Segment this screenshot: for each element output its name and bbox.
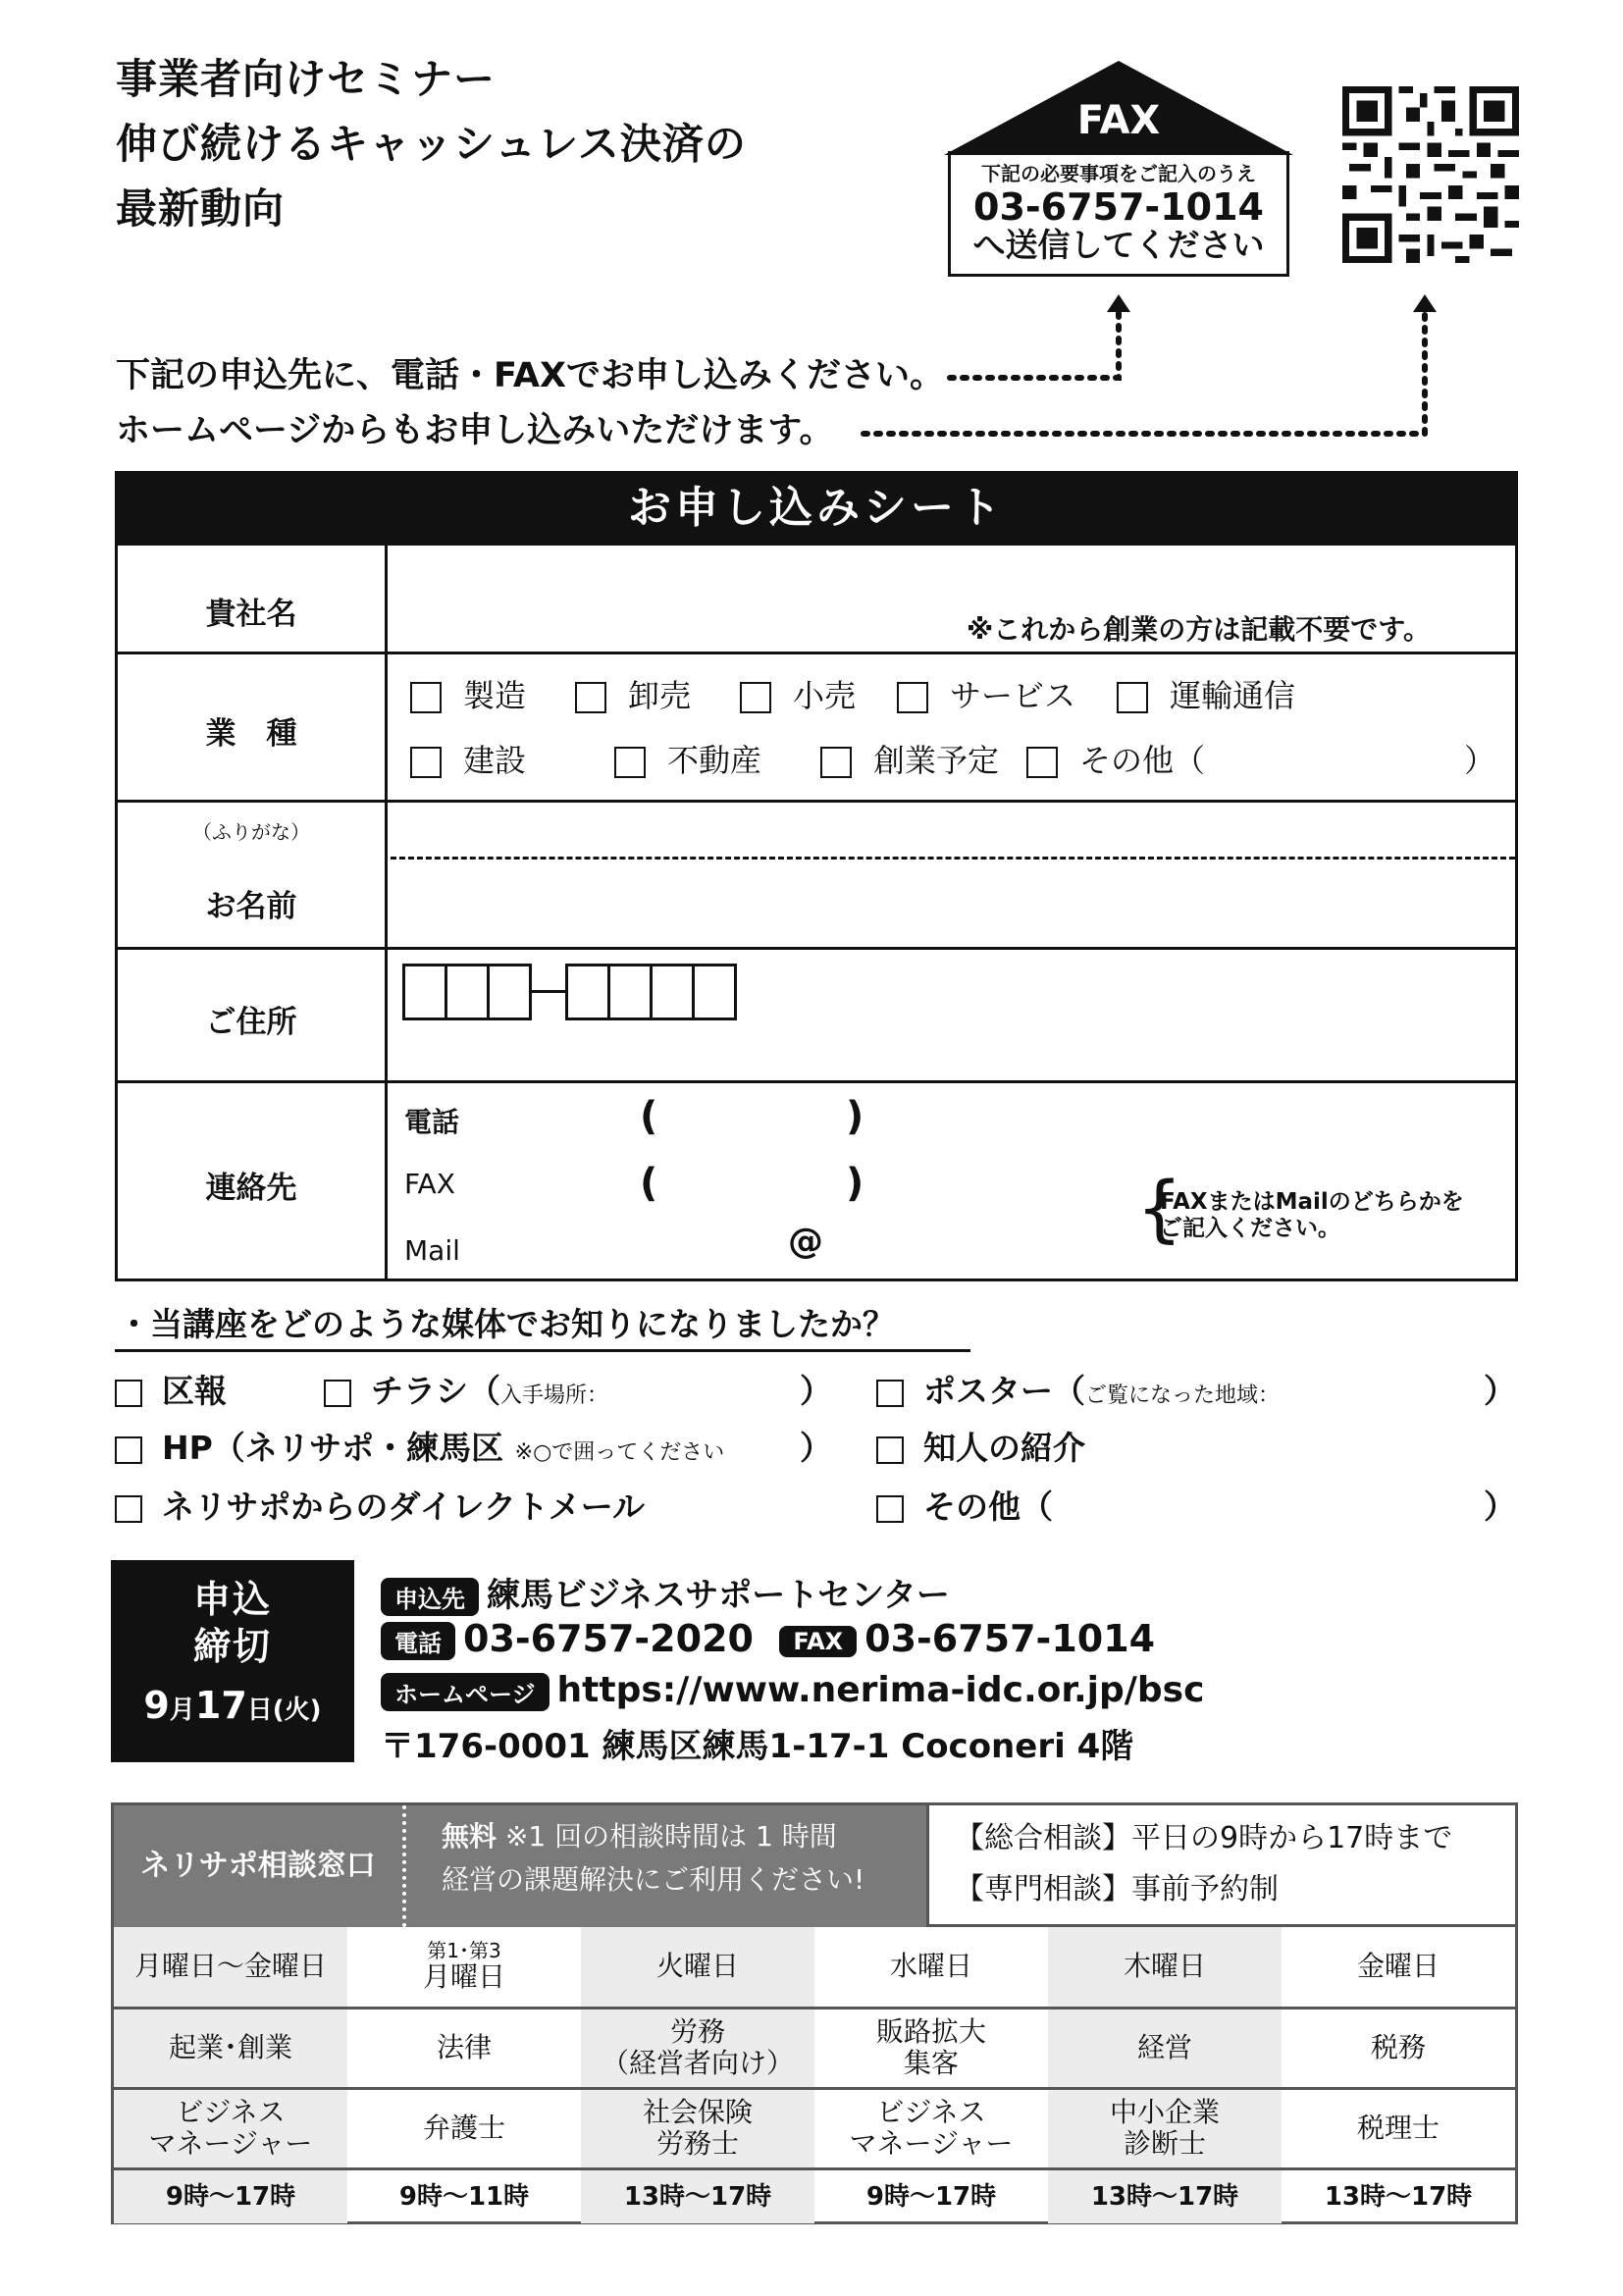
fax-number: 03-6757-1014 bbox=[973, 185, 1264, 229]
name-label: お名前 bbox=[205, 889, 297, 924]
title-line-2: 伸び続けるキャッシュレス決済の bbox=[116, 120, 747, 168]
time-cell: 13時～17時 bbox=[581, 2168, 814, 2223]
fax-paren-open: ( bbox=[640, 1161, 658, 1206]
intro-line-1: 下記の申込先に、電話・FAXでお申し込みください。 bbox=[116, 356, 944, 395]
industry-option[interactable]: 創業予定 bbox=[820, 736, 999, 781]
hp-tag: ホームページ bbox=[381, 1673, 550, 1711]
media-option-chirashi[interactable]: チラシ（入手場所： bbox=[324, 1366, 608, 1412]
media-question: ・当講座をどのような媒体でお知りになりましたか？ bbox=[118, 1305, 895, 1343]
topic-cell: 経営 bbox=[1048, 2008, 1282, 2088]
day-cell: 第1･第3 月曜日 bbox=[347, 1927, 581, 2008]
checkbox[interactable] bbox=[740, 682, 771, 713]
consult-hours bbox=[926, 1805, 1515, 1927]
media-option-kuho[interactable]: 区報 bbox=[115, 1366, 227, 1412]
postal-hyphen bbox=[532, 990, 565, 993]
industry-label: 業 種 bbox=[205, 716, 297, 752]
tel-label: 電話 bbox=[404, 1106, 460, 1138]
checkbox[interactable] bbox=[614, 747, 646, 778]
tel-tag: 電話 bbox=[381, 1622, 455, 1660]
contact-note: FAXまたはMailのどちらかを ご記入ください。 bbox=[1160, 1189, 1464, 1241]
industry-option[interactable]: 卸売 bbox=[575, 671, 691, 716]
furigana-field[interactable] bbox=[391, 803, 1515, 854]
checkbox[interactable] bbox=[897, 682, 928, 713]
intro-line-2: ホームページからもお申し込みいただけます。 bbox=[116, 411, 834, 450]
mail-at: @ bbox=[788, 1222, 823, 1262]
table-row bbox=[114, 2088, 1515, 2168]
furigana-divider bbox=[391, 857, 1515, 860]
tel-paren-close: ) bbox=[846, 1094, 864, 1139]
time-cell: 9時～17時 bbox=[865, 2181, 997, 2212]
special-consult: 【専門相談】事前予約制 bbox=[955, 1872, 1279, 1906]
fax-paren-close: ) bbox=[846, 1161, 864, 1206]
postal-digit[interactable] bbox=[607, 964, 653, 1020]
checkbox[interactable] bbox=[324, 1380, 351, 1407]
title-line-3: 最新動向 bbox=[116, 184, 286, 233]
intro-text bbox=[116, 348, 944, 458]
industry-option[interactable]: 運輸通信 bbox=[1117, 671, 1295, 716]
fax-label: FAX bbox=[1076, 98, 1161, 143]
checkbox[interactable] bbox=[115, 1436, 142, 1464]
media-option-acquaint[interactable]: 知人の紹介 bbox=[876, 1423, 1085, 1469]
table-row bbox=[114, 2008, 1515, 2088]
media-option-dm[interactable]: ネリサポからのダイレクトメール bbox=[115, 1482, 645, 1528]
checkbox[interactable] bbox=[410, 682, 442, 713]
furigana-label: （ふりがな） bbox=[192, 820, 310, 844]
fax-note: 下記の必要事項をご記入のうえ bbox=[981, 162, 1256, 185]
topic-cell: 起業･創業 bbox=[114, 2008, 347, 2088]
media-underline bbox=[115, 1349, 970, 1352]
other-close: ） bbox=[1484, 1487, 1516, 1526]
poster-close: ） bbox=[1484, 1372, 1516, 1410]
industry-option[interactable]: 建設 bbox=[410, 736, 526, 781]
time-cell: 13時～17時 bbox=[1048, 2168, 1282, 2223]
row-divider bbox=[115, 947, 1518, 950]
checkbox[interactable] bbox=[410, 747, 442, 778]
topic-cell: 販路拡大 集客 bbox=[814, 2008, 1048, 2088]
day-cell: 火曜日 bbox=[581, 1927, 814, 2008]
industry-other-close: ） bbox=[1464, 742, 1496, 779]
industry-row-1 bbox=[410, 671, 1509, 714]
homepage-link[interactable]: https://www.nerima-idc.or.jp/bsc bbox=[556, 1670, 1205, 1710]
time-cell: 9時～11時 bbox=[398, 2181, 530, 2212]
consultant-cell: ビジネス マネージャー bbox=[814, 2088, 1048, 2168]
free-label: 無料 bbox=[442, 1820, 497, 1852]
sheet-header: お申し込みシート bbox=[115, 471, 1518, 546]
postal-digit[interactable] bbox=[692, 964, 737, 1020]
day-cell: 水曜日 bbox=[814, 1927, 1048, 2008]
consultant-cell: 中小企業 診断士 bbox=[1048, 2088, 1282, 2168]
consultant-cell: 税理士 bbox=[1282, 2088, 1515, 2168]
industry-option-other[interactable]: その他（ bbox=[1026, 736, 1205, 781]
day-cell: 金曜日 bbox=[1282, 1927, 1515, 2008]
org-name: 練馬ビジネスサポートセンター bbox=[487, 1576, 950, 1615]
free-note: ※1 回の相談時間は 1 時間 bbox=[504, 1820, 837, 1852]
checkbox[interactable] bbox=[115, 1380, 142, 1407]
deadline-date: 9月17日(火) bbox=[143, 1684, 322, 1727]
fax-number-2: 03-6757-1014 bbox=[864, 1617, 1156, 1660]
homepage-line bbox=[381, 1670, 1204, 1711]
brace-icon: { bbox=[1136, 1167, 1183, 1251]
contact-label: 連絡先 bbox=[205, 1171, 297, 1206]
consult-free bbox=[402, 1805, 926, 1927]
media-option-hp[interactable]: HP（ネリサポ・練馬区 ※○で囲ってください bbox=[115, 1423, 724, 1469]
chirashi-close: ） bbox=[800, 1372, 832, 1410]
consultant-cell: 弁護士 bbox=[347, 2088, 581, 2168]
postal-digit[interactable] bbox=[487, 964, 532, 1020]
deadline-title: 申込 締切 bbox=[192, 1578, 272, 1668]
topic-cell: 法律 bbox=[347, 2008, 581, 2088]
address-label: ご住所 bbox=[205, 1005, 297, 1040]
apply-tag: 申込先 bbox=[381, 1578, 479, 1616]
tel-paren-open: ( bbox=[640, 1094, 658, 1139]
checkbox[interactable] bbox=[1026, 747, 1058, 778]
postal-digit[interactable] bbox=[445, 964, 490, 1020]
table-row bbox=[114, 1927, 1515, 2008]
time-cell: 9時～17時 bbox=[114, 2168, 347, 2223]
checkbox[interactable] bbox=[876, 1495, 904, 1523]
day-cell: 月曜日～金曜日 bbox=[114, 1927, 347, 2008]
fax-tag: FAX bbox=[779, 1626, 857, 1657]
checkbox[interactable] bbox=[876, 1380, 904, 1407]
hp-close: ） bbox=[800, 1429, 832, 1467]
consult-title: ネリサポ相談窓口 bbox=[114, 1805, 402, 1927]
free-line2: 経営の課題解決にご利用ください! bbox=[442, 1863, 865, 1896]
apply-to bbox=[381, 1568, 950, 1616]
row-divider bbox=[115, 1080, 1518, 1083]
table-row bbox=[114, 2168, 1515, 2223]
row-divider bbox=[115, 652, 1518, 654]
fax-send: へ送信してください bbox=[972, 226, 1265, 264]
industry-option[interactable]: サービス bbox=[897, 671, 1075, 716]
consult-schedule-table bbox=[114, 1927, 1515, 2223]
checkbox[interactable] bbox=[575, 682, 606, 713]
contact-fields[interactable] bbox=[550, 1091, 1138, 1278]
industry-option[interactable]: 小売 bbox=[740, 671, 856, 716]
checkbox[interactable] bbox=[820, 747, 852, 778]
tel-number[interactable]: 03-6757-2020 bbox=[463, 1617, 754, 1660]
checkbox[interactable] bbox=[876, 1436, 904, 1464]
media-option-poster[interactable]: ポスター（ご覧になった地域： bbox=[876, 1366, 1280, 1412]
company-note: ※これから創業の方は記載不要です。 bbox=[967, 613, 1431, 646]
title-line-1: 事業者向けセミナー bbox=[116, 55, 497, 103]
checkbox[interactable] bbox=[1117, 682, 1148, 713]
topic-cell: 労務 （経営者向け） bbox=[581, 2008, 814, 2088]
topic-cell: 税務 bbox=[1282, 2008, 1515, 2088]
industry-option[interactable]: 製造 bbox=[410, 671, 526, 716]
checkbox[interactable] bbox=[115, 1495, 142, 1523]
consultant-cell: ビジネス マネージャー bbox=[114, 2088, 347, 2168]
tel-fax-line bbox=[381, 1617, 1155, 1660]
postal-digit[interactable] bbox=[650, 964, 695, 1020]
fax-field-label: FAX bbox=[404, 1168, 455, 1200]
time-cell: 13時～17時 bbox=[1324, 2181, 1473, 2212]
postal-digit[interactable] bbox=[565, 964, 610, 1020]
consultant-cell: 社会保険 労務士 bbox=[581, 2088, 814, 2168]
media-option-other[interactable]: その他（ bbox=[876, 1482, 1053, 1528]
name-field[interactable] bbox=[391, 861, 1515, 944]
industry-option[interactable]: 不動産 bbox=[614, 736, 761, 781]
deadline-box bbox=[111, 1560, 354, 1762]
postal-address: 〒176-0001 練馬区練馬1-17-1 Coconeri 4階 bbox=[381, 1727, 1134, 1766]
day-cell: 木曜日 bbox=[1048, 1927, 1282, 2008]
postal-digit[interactable] bbox=[402, 964, 447, 1020]
general-consult: 【総合相談】平日の9時から17時まで bbox=[955, 1821, 1453, 1855]
mail-label: Mail bbox=[404, 1234, 460, 1267]
company-label: 貴社名 bbox=[205, 597, 297, 632]
industry-row-2 bbox=[410, 736, 1509, 779]
